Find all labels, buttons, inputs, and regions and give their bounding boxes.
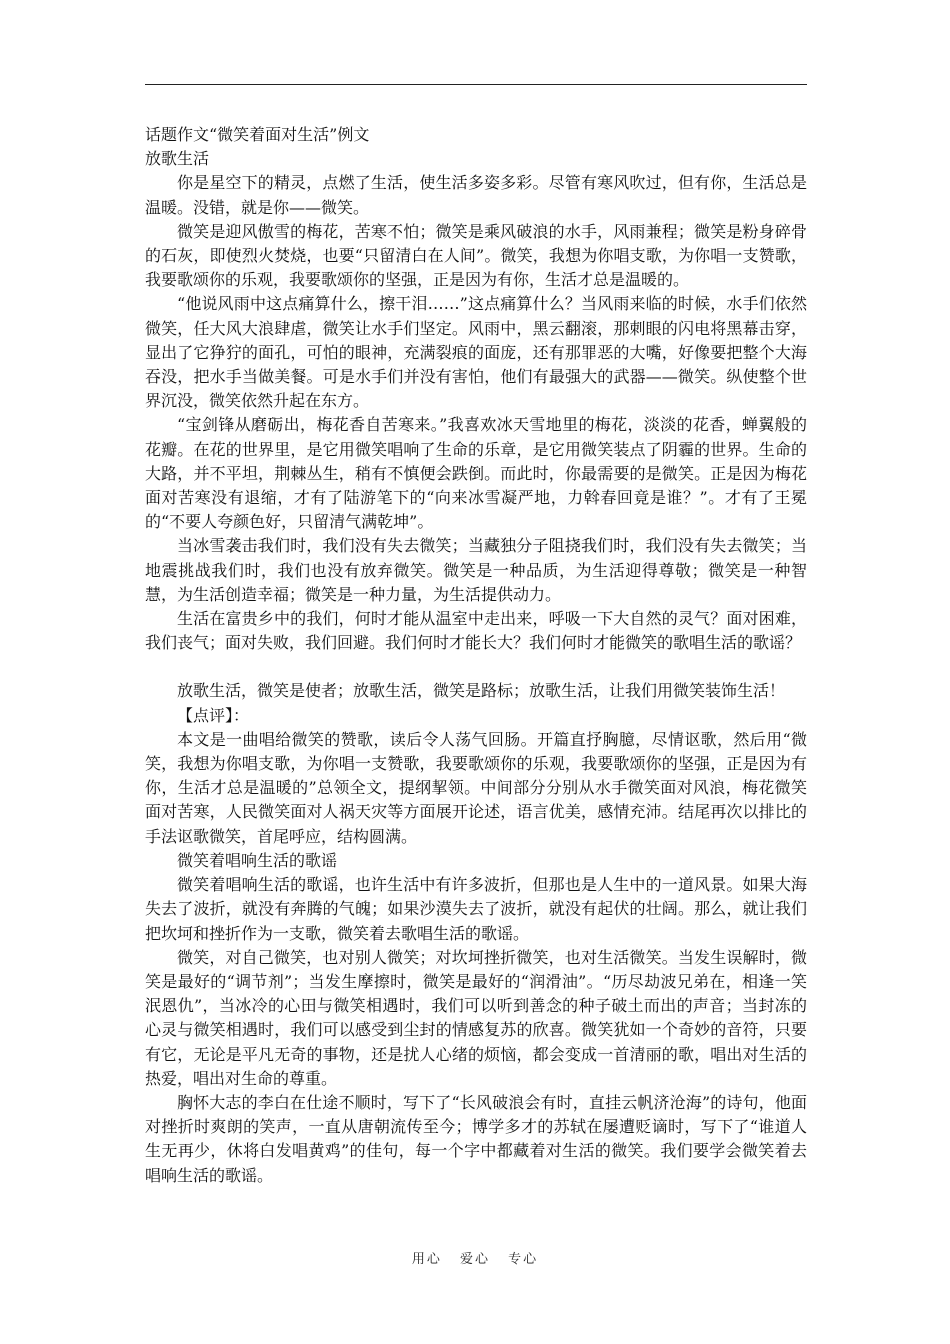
paragraph-gap bbox=[145, 655, 807, 679]
essay1-paragraph: 生活在富贵乡中的我们，何时才能从温室中走出来，呼吸一下大自然的灵气？面对困难，我们丧气；面对失败，我们回避。我们何时才能长大？我们何时才能微笑的歌唱生活的歌谣？ bbox=[145, 609, 807, 653]
footer-item: 专心 bbox=[508, 1252, 539, 1267]
essay1-paragraph: “宝剑锋从磨砺出，梅花香自苦寒来。”我喜欢冰天雪地里的梅花，淡淡的花香，蝉翼般的花瓣。在花的世界里，是它用微笑唱响了生命的乐章，是它用微笑装点了阴霾的世界。生命的大路，并不平坦，荆棘丛生，稍有不慎便会跌倒。而此时，你最需要的是微笑。正是因为梅花面对苦寒没有退缩，才有了陆游笔下的“向来冰雪凝严地，力斡春回竟是谁？”。才有了王冕的“不要人夸颜色好，只留清气满乾坤”。 bbox=[145, 415, 807, 532]
document-title: 话题作文“微笑着面对生活”例文 bbox=[145, 125, 370, 144]
essay1-closing: 放歌生活，微笑是使者；放歌生活，微笑是路标；放歌生活，让我们用微笑装饰生活！ bbox=[177, 681, 786, 701]
review-label: 【点评】： bbox=[177, 705, 250, 725]
essay2-paragraph: 微笑，对自己微笑，也对别人微笑；对坎坷挫折微笑，也对生活微笑。当发生误解时，微笑是最好的“调节剂”；当发生摩擦时，微笑是最好的“润滑油”。“历尽劫波兄弟在，相逢一笑泯恩仇”，当冰冷的心田与微笑相遇时，我们可以听到善念的种子破土而出的声音；当封冻的心灵与微笑相遇时，我们可以感受到尘封的情感复苏的欣喜。微笑犹如一个奇妙的音符，只要有它，无论是平凡无奇的事物，还是扰人心绪的烦恼，都会变成一首清丽的歌，唱出对生活的热爱，唱出对生命的尊重。 bbox=[145, 947, 807, 1088]
essay1-paragraph: 微笑是迎风傲雪的梅花，苦寒不怕；微笑是乘风破浪的水手，风雨兼程；微笑是粉身碎骨的石灰，即使烈火焚烧，也要“只留清白在人间”。微笑，我想为你唱支歌，为你唱一支赞歌，我要歌颂你的乐观，我要歌颂你的坚强，正是因为有你，生活才总是温暖的。 bbox=[145, 221, 807, 290]
essay1-paragraph: “他说风雨中这点痛算什么，擦干泪……”这点痛算什么？当风雨来临的时候，水手们依然微笑，任大风大浪肆虐，微笑让水手们坚定。风雨中，黑云翻滚，那刺眼的闪电将黑幕击穿，显出了它狰狞的面孔，可怕的眼神，充满裂痕的面庞，还有那罪恶的大嘴，好像要把整个大海吞没，把水手当做美餐。可是水手们并没有害怕，他们有最强大的武器——微笑。纵使整个世界沉没，微笑依然升起在东方。 bbox=[145, 294, 807, 411]
review-text: 本文是一曲唱给微笑的赞歌，读后令人荡气回肠。开篇直抒胸臆，尽情讴歌，然后用“微笑，我想为你唱支歌，为你唱一支赞歌，我要歌颂你的乐观，我要歌颂你的坚强，正是因为有你，生活才总是温暖的”总领全文，提纲挈领。中间部分分别从水手微笑面对风浪，梅花微笑面对苦寒，人民微笑面对人祸天灾等方面展开论述，语言优美，感情充沛。结尾再次以排比的手法讴歌微笑，首尾呼应，结构圆满。 bbox=[145, 729, 807, 846]
essay2-title: 微笑着唱响生活的歌谣 bbox=[177, 850, 338, 870]
essay1-title: 放歌生活 bbox=[145, 149, 210, 169]
essay1-paragraph: 当冰雪袭击我们时，我们没有失去微笑；当藏独分子阻挠我们时，我们没有失去微笑；当地震挑战我们时，我们也没有放弃微笑。微笑是一种品质，为生活迎得尊敬；微笑是一种智慧，为生活创造幸福；微笑是一种力量，为生活提供动力。 bbox=[145, 536, 807, 604]
essay2-paragraph: 微笑着唱响生活的歌谣，也许生活中有许多波折，但那也是人生中的一道风景。如果大海失去了波折，就没有奔腾的气魄；如果沙漠失去了波折，就没有起伏的壮阔。那么，就让我们把坎坷和挫折作为一支歌，微笑着去歌唱生活的歌谣。 bbox=[145, 875, 807, 943]
footer-item: 用心 bbox=[411, 1252, 442, 1267]
page-footer bbox=[0, 1248, 950, 1267]
document-body bbox=[145, 123, 807, 1188]
essay2-paragraph: 胸怀大志的李白在仕途不顺时，写下了“长风破浪会有时，直挂云帆济沧海”的诗句，他面对挫折时爽朗的笑声，一直从唐朝流传至今；博学多才的苏轼在屡遭贬谪时，写下了“谁道人生无再少，休将白发唱黄鸡”的佳句，每一个字中都藏着对生活的微笑。我们要学会微笑着去唱响生活的歌谣。 bbox=[145, 1092, 807, 1185]
header-rule bbox=[145, 84, 807, 85]
footer-item: 爱心 bbox=[459, 1252, 490, 1267]
essay1-paragraph: 你是星空下的精灵，点燃了生活，使生活多姿多彩。尽管有寒风吹过，但有你，生活总是温暖。没错，就是你——微笑。 bbox=[145, 173, 807, 217]
